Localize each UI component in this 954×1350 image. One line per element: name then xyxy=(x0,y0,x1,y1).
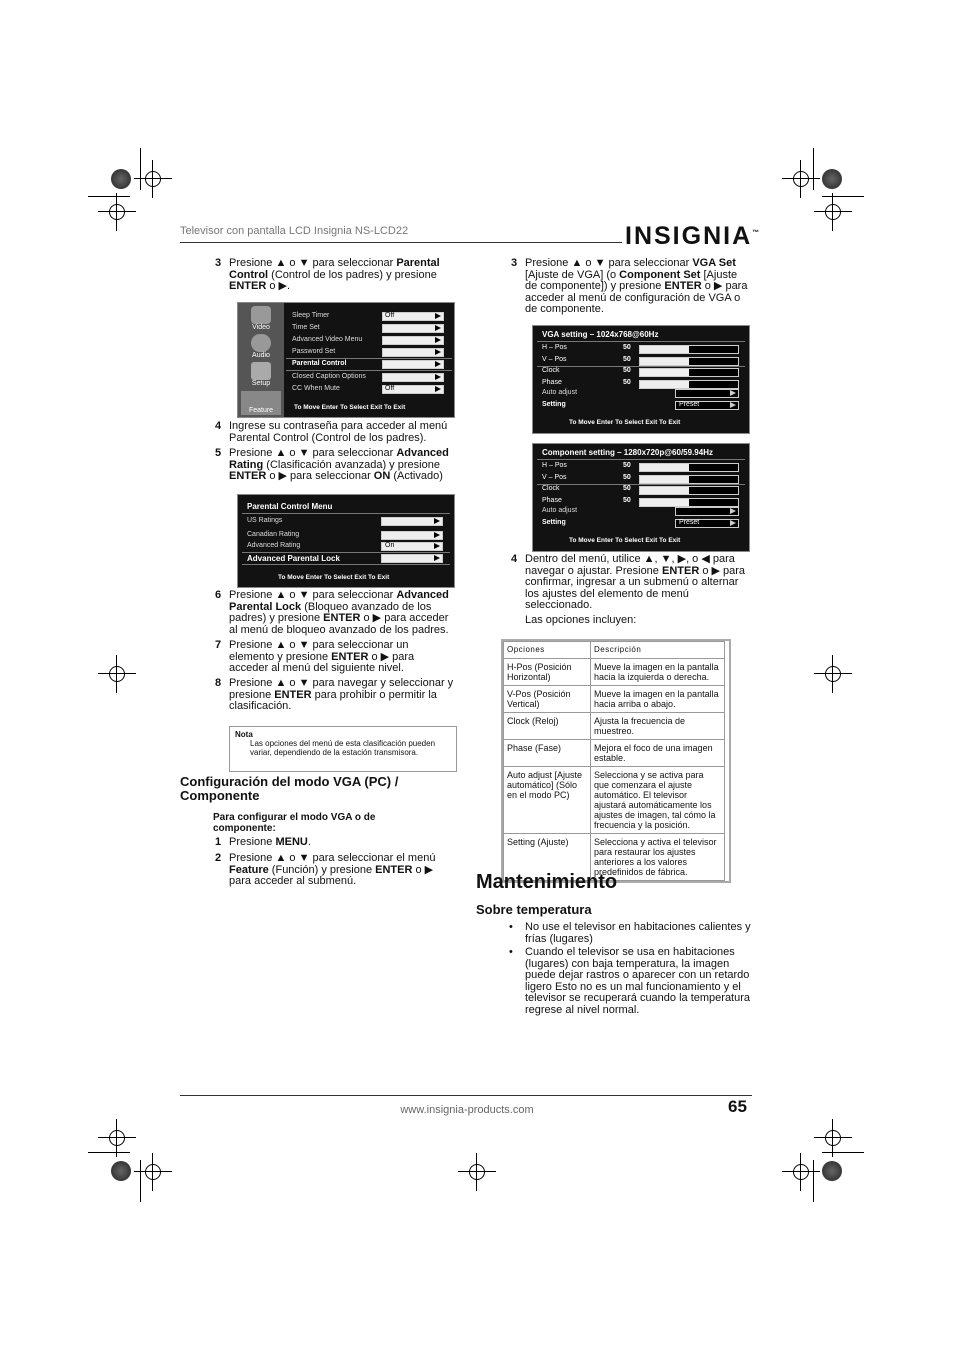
menu-item-label: Advanced Parental Lock xyxy=(247,554,340,563)
menu-item-field xyxy=(381,542,443,551)
parental-control-menu-screenshot xyxy=(237,494,455,588)
table-row xyxy=(504,686,725,713)
menu-item-field xyxy=(381,531,443,540)
option-description: Selecciona y se activa para que comenzara el ajuste automático. El televisor ajustará automáticamente los ajustes de imagen, tal cómo la frecuencia y la posición. xyxy=(591,767,725,834)
slider-label: V – Pos xyxy=(542,473,567,481)
menu-footer: To Move Enter To Select Exit To Exit xyxy=(294,404,406,411)
menu-item xyxy=(247,531,447,540)
slider-bar xyxy=(639,368,739,377)
note-title: Nota xyxy=(235,730,253,739)
setting-field xyxy=(675,401,739,410)
menu-item-field xyxy=(382,373,444,382)
option-name: V-Pos (Posición Vertical) xyxy=(504,686,591,713)
menu-item-label: Time Set xyxy=(292,324,320,331)
auto-adjust-field xyxy=(675,507,739,516)
slider-value: 50 xyxy=(623,462,631,469)
menu-title: VGA setting – 1024x768@60Hz xyxy=(542,330,659,339)
menu-title: Component setting – 1280x720p@60/59.94Hz xyxy=(542,448,713,457)
setting-field xyxy=(675,519,739,528)
maintenance-heading: Mantenimiento xyxy=(476,871,618,893)
menu-item xyxy=(292,373,452,382)
slider-label: H – Pos xyxy=(542,462,567,469)
component-setting-screenshot xyxy=(532,443,750,552)
table-header: Descripción xyxy=(591,642,725,659)
option-name: Phase (Fase) xyxy=(504,740,591,767)
slider-value: 50 xyxy=(623,473,631,481)
menu-title: Parental Control Menu xyxy=(247,502,333,511)
step-6: 6 Presione ▲ o ▼ para seleccionar Advanced Parental Lock (Bloqueo avanzado de los padres) y presione ENTER o ▶ para acceder al menú de bloqueo avanzado de los padres. xyxy=(215,589,449,636)
slider-value: 50 xyxy=(623,367,631,374)
section-heading: Configuración del modo VGA (PC) / Componente xyxy=(180,774,399,803)
right-step-4: 4 Dentro del menú, utilice ▲, ▼, ▶, o ◀ para navegar o ajustar. Presione ENTER o ▶ para confirmar, ingresar a un submenú o alternar los ajustes del elemento de menú seleccionado. xyxy=(511,553,746,611)
color-target-icon xyxy=(111,1161,131,1181)
menu-item-label: Parental Control xyxy=(292,360,347,367)
sub-step-1: 1 Presione MENU. xyxy=(215,836,311,848)
registration-mark-icon xyxy=(822,201,844,223)
setting-label: Setting xyxy=(542,519,566,526)
trim-mark xyxy=(88,1152,130,1153)
menu-item-label: US Ratings xyxy=(247,517,283,524)
step-8: 8 Presione ▲ o ▼ para navegar y seleccionar y presione ENTER para prohibir o permitir la clasificación. xyxy=(215,677,454,712)
option-name: Auto adjust [Ajuste automático] (Sólo en el modo PC) xyxy=(504,767,591,834)
slider-fill xyxy=(640,499,689,506)
footer-rule xyxy=(180,1095,752,1096)
menu-item-field xyxy=(382,324,444,333)
trim-mark xyxy=(822,196,864,197)
menu-item-label: Password Set xyxy=(292,348,336,355)
slider-fill xyxy=(640,464,689,471)
trim-mark xyxy=(88,196,130,197)
option-description: Mueve la imagen en la pantalla hacia la izquierda o derecha. xyxy=(591,659,725,686)
menu-item-field xyxy=(382,348,444,357)
option-description: Selecciona y activa el televisor para restaurar los ajustes anteriores a los valores predefinidos de fábrica. xyxy=(591,834,725,881)
auto-adjust-field xyxy=(675,389,739,398)
slider-label: V – Pos xyxy=(542,355,567,363)
option-description: Mueve la imagen en la pantalla hacia arriba o abajo. xyxy=(591,686,725,713)
slider-label: Phase xyxy=(542,378,562,386)
slider-fill xyxy=(640,346,689,353)
step-5: 5 Presione ▲ o ▼ para seleccionar Advanced Rating (Clasificación avanzada) y presione ENTER o ▶ para seleccionar ON (Activado) xyxy=(215,447,449,482)
slider-bar xyxy=(639,380,739,389)
menu-item-field xyxy=(381,554,443,563)
video-icon xyxy=(251,306,271,324)
page-number: 65 xyxy=(728,1097,747,1116)
slider-fill xyxy=(640,358,689,365)
auto-adjust-label: Auto adjust xyxy=(542,507,578,514)
subsection-heading: Para configurar el modo VGA o de componente: xyxy=(213,812,376,834)
color-target-icon xyxy=(822,169,842,189)
menu-item-field xyxy=(382,360,444,369)
menu-item-value: On xyxy=(385,542,395,549)
slider-bar xyxy=(639,357,739,366)
option-name: Setting (Ajuste) xyxy=(504,834,591,881)
setup-icon xyxy=(251,362,271,380)
menu-item-field xyxy=(382,336,444,345)
vga-setting-screenshot xyxy=(532,325,750,434)
preset-value: Preset xyxy=(679,401,700,408)
registration-mark-icon xyxy=(106,1127,128,1149)
option-name: H-Pos (Posición Horizontal) xyxy=(504,659,591,686)
slider-bar xyxy=(639,463,739,472)
note-text: Las opciones del menú de esta clasificación pueden variar, dependiendo de la estación transmisora. xyxy=(250,739,436,757)
slider-bar xyxy=(639,345,739,354)
options-intro: Las opciones incluyen: xyxy=(525,614,637,626)
slider-value: 50 xyxy=(623,496,631,504)
menu-item-label: Sleep Timer xyxy=(292,312,330,319)
registration-mark-icon xyxy=(106,201,128,223)
slider-label: H – Pos xyxy=(542,344,567,351)
menu-item xyxy=(247,554,447,563)
trim-mark xyxy=(813,148,814,190)
table-row xyxy=(504,767,725,834)
header-rule xyxy=(180,242,622,243)
menu-sidebar xyxy=(238,303,284,417)
menu-item xyxy=(247,542,447,551)
audio-icon xyxy=(251,334,271,352)
temperature-heading: Sobre temperatura xyxy=(476,902,592,917)
registration-mark-icon xyxy=(822,1127,844,1149)
menu-item-field xyxy=(382,312,444,321)
option-name: Clock (Reloj) xyxy=(504,713,591,740)
slider-label: Clock xyxy=(542,367,560,374)
running-header: Televisor con pantalla LCD Insignia NS-LCD22 xyxy=(180,225,409,237)
slider-bar xyxy=(639,498,739,507)
sub-step-2: 2 Presione ▲ o ▼ para seleccionar el menú Feature (Función) y presione ENTER o ▶ para acceder al submenú. xyxy=(215,852,436,887)
slider-label: Phase xyxy=(542,496,562,504)
step-3: 3 Presione ▲ o ▼ para seleccionar Parental Control (Control de los padres) y presione ENTER o ▶. xyxy=(215,257,440,292)
menu-footer: To Move Enter To Select Exit To Exit xyxy=(278,574,390,581)
registration-mark-icon xyxy=(790,168,812,190)
setting-label: Setting xyxy=(542,401,566,408)
menu-item xyxy=(292,336,452,345)
menu-item xyxy=(292,360,452,369)
slider-fill xyxy=(640,476,689,483)
menu-item-value: Off xyxy=(385,312,395,319)
slider-value: 50 xyxy=(623,344,631,351)
slider-bar xyxy=(639,475,739,484)
table-header: Opciones xyxy=(504,642,591,659)
trim-mark xyxy=(140,1160,141,1202)
options-table-frame xyxy=(501,639,731,883)
step-7: 7 Presione ▲ o ▼ para seleccionar un elemento y presione ENTER o ▶ para acceder al menú del siguiente nivel. xyxy=(215,639,415,674)
trim-mark xyxy=(822,1152,864,1153)
slider-fill xyxy=(640,487,689,494)
slider-value: 50 xyxy=(623,485,631,492)
registration-mark-icon xyxy=(106,663,128,685)
option-description: Ajusta la frecuencia de muestreo. xyxy=(591,713,725,740)
option-description: Mejora el foco de una imagen estable. xyxy=(591,740,725,767)
menu-item-field xyxy=(382,385,444,394)
menu-item xyxy=(292,312,452,321)
bullet-icon: • xyxy=(509,946,513,958)
registration-mark-icon xyxy=(822,663,844,685)
menu-item-field xyxy=(381,517,443,526)
menu-item-label: Advanced Video Menu xyxy=(292,336,363,343)
menu-item xyxy=(292,324,452,333)
step-4: 4 Ingrese su contraseña para acceder al menú Parental Control (Control de los padres). xyxy=(215,420,448,444)
table-row xyxy=(504,659,725,686)
bullet-item: • No use el televisor en habitaciones calientes y frías (lugares) xyxy=(509,921,751,945)
trim-mark xyxy=(140,148,141,190)
slider-value: 50 xyxy=(623,378,631,386)
menu-item-label: CC When Mute xyxy=(292,385,340,392)
options-table xyxy=(503,641,725,881)
registration-mark-icon xyxy=(142,1161,164,1183)
menu-side-audio: Audio xyxy=(252,352,270,359)
menu-side-feature: Feature xyxy=(248,407,274,414)
menu-footer: To Move Enter To Select Exit To Exit xyxy=(569,537,681,544)
bullet-icon: • xyxy=(509,921,513,933)
menu-side-setup: Setup xyxy=(251,380,271,387)
bullet-item: • Cuando el televisor se usa en habitaciones (lugares) con baja temperatura, la imagen puede dejar rastros o aparecer con un retardo ligero Esto no es un mal funcionamiento y el televisor se recuperará cuando la temperatura regrese al nivel normal. xyxy=(509,946,751,1016)
registration-mark-icon xyxy=(142,168,164,190)
auto-adjust-label: Auto adjust xyxy=(542,389,578,396)
feature-menu-screenshot xyxy=(237,302,455,418)
menu-item-label: Closed Caption Options xyxy=(292,373,366,380)
preset-value: Preset xyxy=(679,519,700,526)
menu-footer: To Move Enter To Select Exit To Exit xyxy=(569,419,681,426)
menu-item-label: Advanced Rating xyxy=(247,542,301,549)
menu-item xyxy=(247,517,447,526)
slider-label: Clock xyxy=(542,485,560,492)
footer-url: www.insignia-products.com xyxy=(400,1104,534,1116)
trim-mark xyxy=(813,1160,814,1202)
right-step-3: 3 Presione ▲ o ▼ para seleccionar VGA Set [Ajuste de VGA] (o Component Set [Ajuste de componente]) y presione ENTER o ▶ para acceder al menú de configuración de VGA o de componente. xyxy=(511,257,748,315)
slider-bar xyxy=(639,486,739,495)
slider-fill xyxy=(640,381,689,388)
note-box xyxy=(229,726,457,772)
insignia-logo: INSIGNIA™ xyxy=(625,222,760,250)
table-row xyxy=(504,740,725,767)
menu-item xyxy=(292,348,452,357)
registration-mark-icon xyxy=(466,1161,488,1183)
registration-mark-icon xyxy=(790,1161,812,1183)
table-row xyxy=(504,713,725,740)
color-target-icon xyxy=(822,1161,842,1181)
color-target-icon xyxy=(111,169,131,189)
menu-item xyxy=(292,385,452,394)
slider-value: 50 xyxy=(623,355,631,363)
menu-item-value: Off xyxy=(385,385,395,392)
slider-fill xyxy=(640,369,689,376)
menu-item-label: Canadian Rating xyxy=(247,531,300,538)
menu-side-video: Video xyxy=(252,324,270,331)
